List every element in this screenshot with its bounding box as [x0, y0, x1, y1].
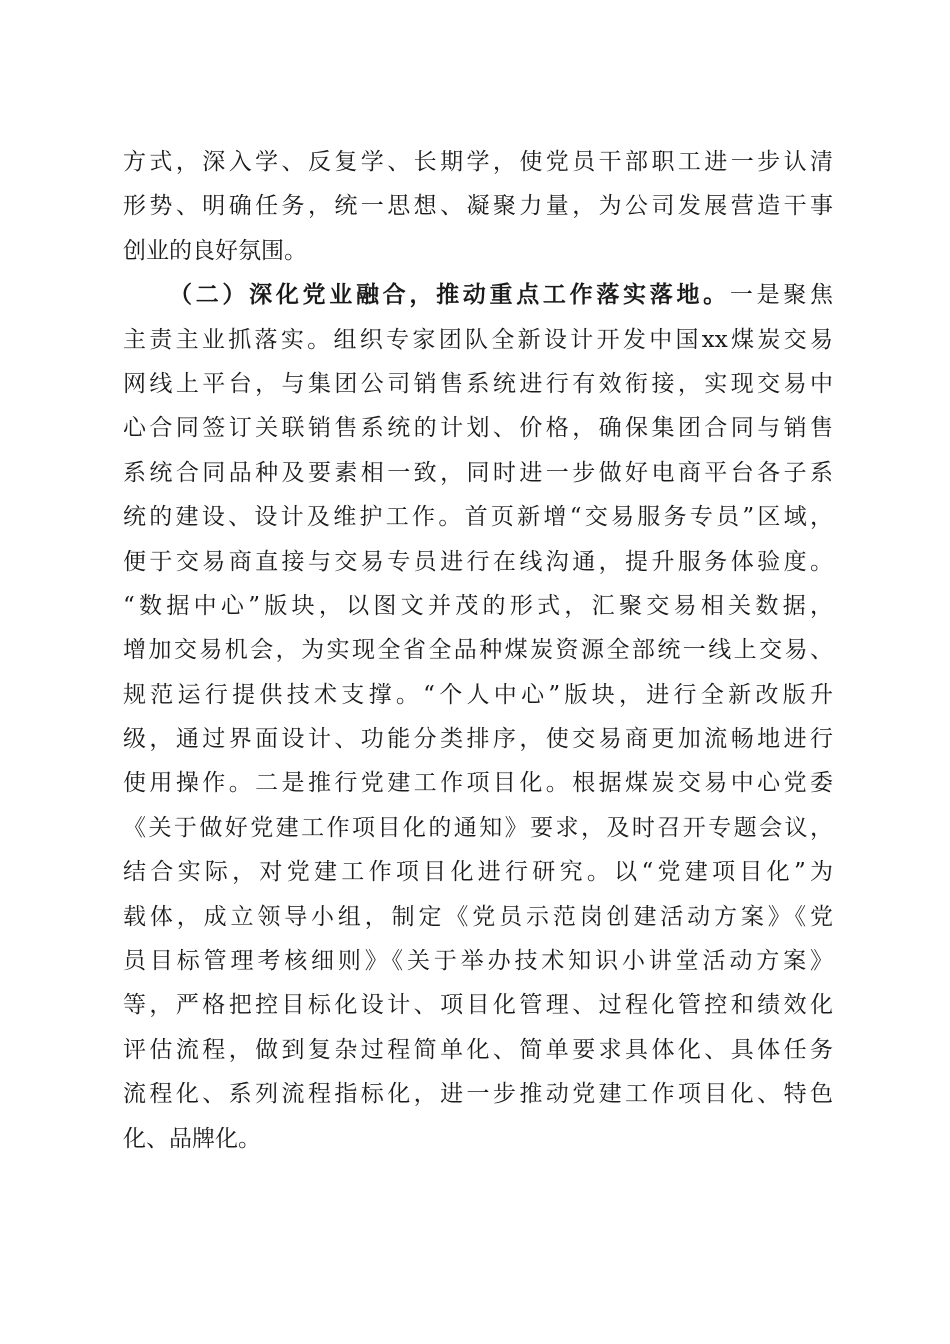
document-body — [123, 140, 833, 1161]
paragraph-1 — [123, 140, 833, 273]
paragraph-line: 流程化、系列流程指标化，进一步推动党建工作项目化、特色 — [123, 1081, 833, 1108]
paragraph-line: 方式，深入学、反复学、长期学，使党员干部职工进一步认清 — [123, 149, 833, 175]
paragraph-line: 创业的良好氛围。 — [123, 237, 307, 264]
paragraph-line: “数据中心”版块，以图文并茂的形式，汇聚交易相关数据， — [123, 592, 833, 619]
paragraph-2 — [123, 273, 833, 1161]
paragraph-line: 主责主业抓落实。组织专家团队全新设计开发中国xx煤炭交易 — [123, 326, 833, 353]
paragraph-line: 形势、明确任务，统一思想、凝聚力量，为公司发展营造干事 — [123, 193, 833, 220]
paragraph-line: 结合实际，对党建工作项目化进行研究。以“党建项目化”为 — [123, 859, 833, 886]
paragraph-line: 级，通过界面设计、功能分类排序，使交易商更加流畅地进行 — [123, 726, 833, 753]
paragraph-line: 评估流程，做到复杂过程简单化、简单要求具体化、具体任务 — [123, 1036, 833, 1063]
paragraph-line: 增加交易机会，为实现全省全品种煤炭资源全部统一线上交易、 — [123, 637, 833, 664]
paragraph-line: 规范运行提供技术支撑。“个人中心”版块，进行全新改版升 — [123, 681, 833, 708]
paragraph-first-line — [123, 273, 833, 317]
paragraph-line: 使用操作。二是推行党建工作项目化。根据煤炭交易中心党委 — [123, 770, 833, 797]
heading-continuation: 一是聚焦 — [729, 282, 834, 309]
paragraph-line: 载体，成立领导小组，制定《党员示范岗创建活动方案》《党 — [123, 903, 833, 930]
paragraph-line: 心合同签订关联销售系统的计划、价格，确保集团合同与销售 — [123, 415, 833, 442]
paragraph-line: 便于交易商直接与交易专员进行在线沟通，提升服务体验度。 — [123, 548, 833, 575]
paragraph-line: 网线上平台，与集团公司销售系统进行有效衔接，实现交易中 — [123, 370, 833, 397]
paragraph-line: 《关于做好党建工作项目化的通知》要求，及时召开专题会议， — [123, 814, 833, 841]
paragraph-line: 系统合同品种及要素相一致，同时进一步做好电商平台各子系 — [123, 459, 833, 486]
paragraph-line: 化、品牌化。 — [123, 1125, 261, 1152]
section-heading: （二）深化党业融合，推动重点工作落实落地。 — [169, 281, 730, 309]
paragraph-line: 统的建设、设计及维护工作。首页新增“交易服务专员”区域， — [123, 504, 833, 531]
paragraph-line: 员目标管理考核细则》《关于举办技术知识小讲堂活动方案》 — [123, 948, 833, 975]
paragraph-line: 等，严格把控目标化设计、项目化管理、过程化管控和绩效化 — [123, 992, 833, 1019]
